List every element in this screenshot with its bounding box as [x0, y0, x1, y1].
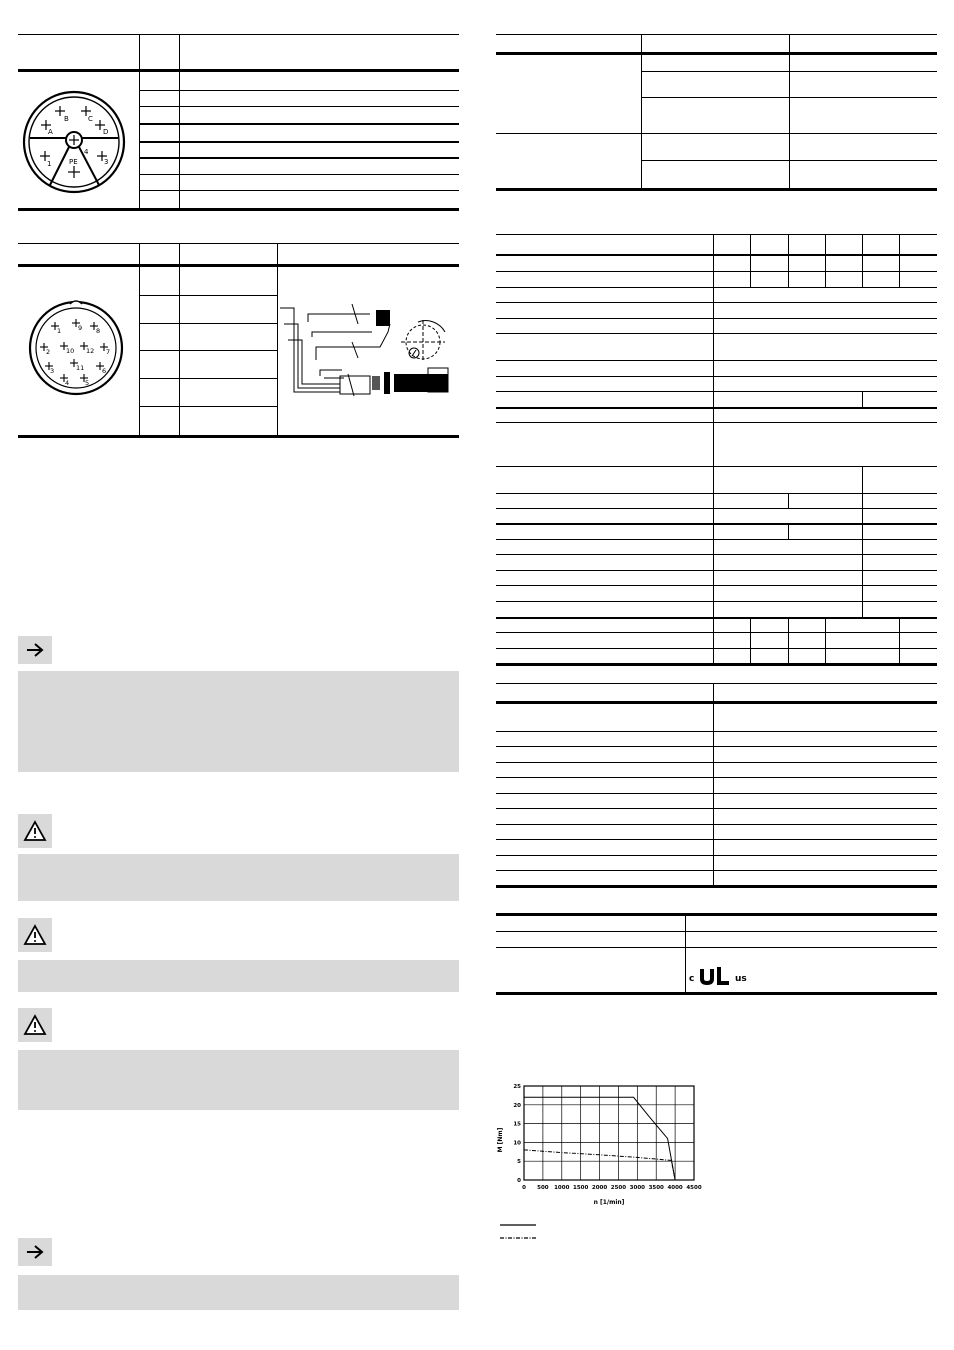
pin-label: 7: [106, 348, 111, 356]
pin-label: 1: [57, 327, 62, 335]
warning-icon-box: [18, 918, 52, 952]
pin-label: A: [48, 128, 53, 136]
arrow-right-icon: [26, 643, 44, 657]
x-tick-label: 3500: [648, 1185, 664, 1191]
pin-label: 3: [50, 367, 55, 375]
x-tick-label: 1500: [573, 1185, 589, 1191]
note-icon-box: [18, 1238, 52, 1266]
warning-box: [18, 1050, 459, 1110]
pin-label: 1: [47, 160, 52, 168]
wiring-diagram: [280, 292, 456, 404]
arrow-right-icon: [26, 1245, 44, 1259]
pin-label: 2: [46, 348, 51, 356]
pin-label: 4: [84, 148, 89, 156]
x-tick-label: 0: [522, 1185, 526, 1191]
ul-logo-icon: [698, 965, 732, 987]
x-tick-label: 4000: [667, 1185, 683, 1191]
x-tick-label: 500: [537, 1185, 549, 1191]
x-tick-label: 1000: [554, 1185, 570, 1191]
warning-icon-box: [18, 1008, 52, 1042]
pin-label: 12: [86, 347, 95, 355]
pin-label: D: [103, 128, 109, 136]
warning-triangle-icon: [23, 820, 47, 842]
pin-label: 5: [85, 379, 90, 387]
y-tick-label: 25: [513, 1084, 521, 1090]
y-tick-label: 5: [517, 1159, 521, 1166]
x-tick-label: 2500: [610, 1185, 627, 1191]
x-tick-label: 4500: [686, 1185, 702, 1191]
signal-connector-diagram: [24, 298, 128, 398]
torque-speed-chart: [494, 1080, 706, 1210]
pin-label: PE: [69, 158, 78, 166]
note-box: [18, 671, 459, 772]
power-connector-diagram: [20, 88, 130, 198]
note-box: [18, 1275, 459, 1310]
pin-label: C: [88, 115, 93, 123]
cert-mark-left: c: [689, 974, 695, 984]
pin-label: 9: [78, 324, 83, 332]
pin-label: 10: [66, 347, 75, 355]
y-tick-label: 15: [513, 1121, 521, 1128]
pin-label: 4: [65, 379, 70, 387]
note-icon-box: [18, 636, 52, 664]
warning-triangle-icon: [23, 924, 47, 946]
pin-label: 11: [76, 364, 85, 372]
x-tick-label: 3000: [629, 1185, 645, 1191]
ul-certification-mark: [689, 965, 759, 989]
warning-box: [18, 960, 459, 992]
warning-icon-box: [18, 814, 52, 848]
pin-label: B: [64, 115, 69, 123]
y-tick-label: 10: [513, 1140, 521, 1147]
chart-legend: [498, 1222, 542, 1242]
pin-label: 8: [96, 327, 101, 335]
pin-label: 3: [104, 158, 109, 166]
plot-area: [524, 1086, 694, 1180]
y-tick-label: 0: [517, 1178, 521, 1184]
y-tick-label: 20: [513, 1102, 521, 1109]
y-axis-label: M [Nm]: [497, 1127, 504, 1153]
x-tick-label: 2000: [591, 1185, 608, 1191]
x-axis-label: n [1/min]: [593, 1199, 625, 1206]
warning-triangle-icon: [23, 1014, 47, 1036]
pin-label: 6: [102, 367, 107, 375]
cert-mark-right: us: [735, 974, 747, 984]
warning-box: [18, 854, 459, 901]
